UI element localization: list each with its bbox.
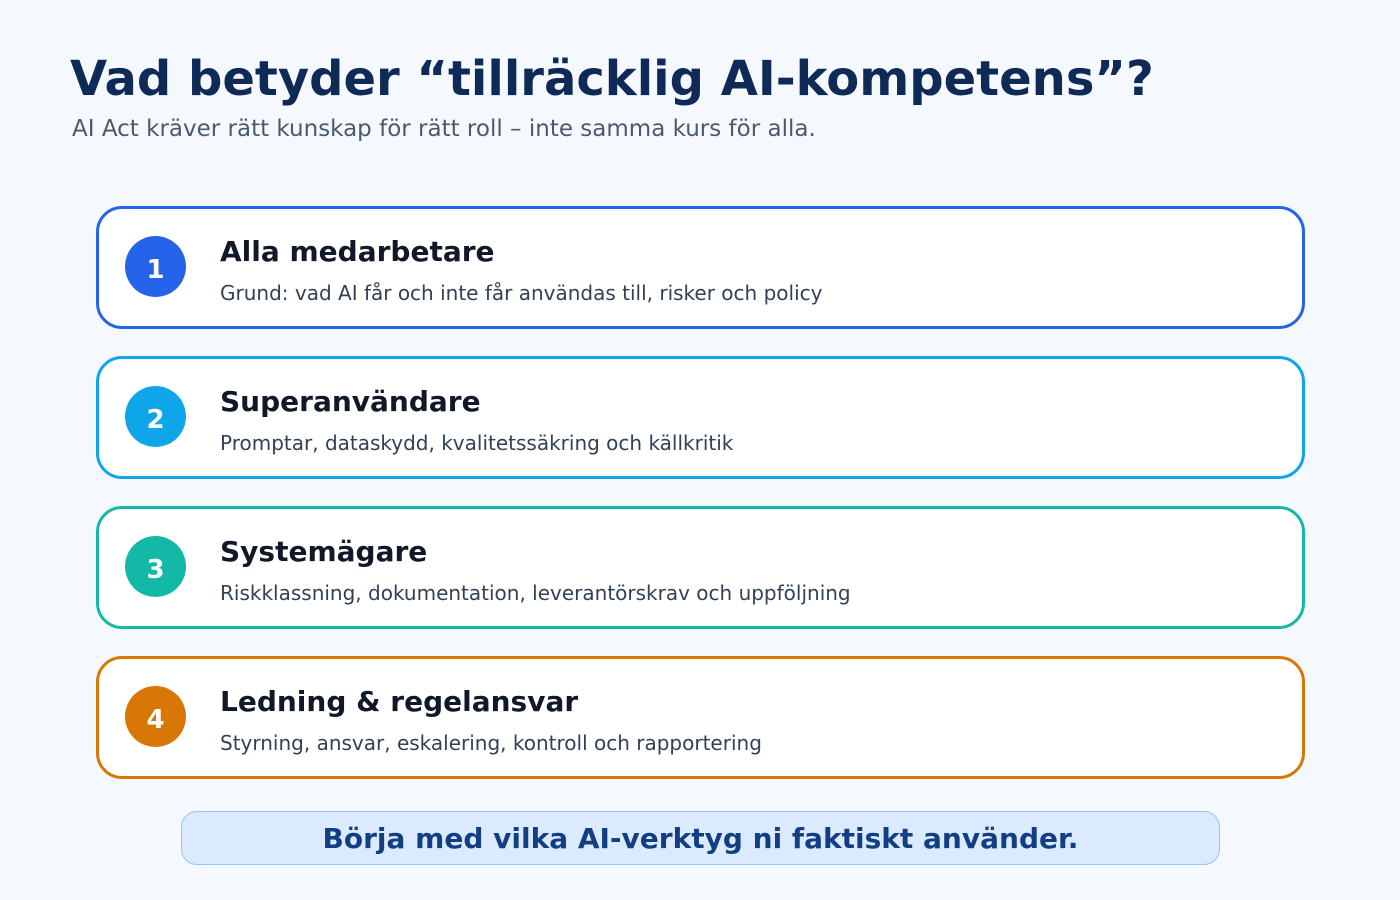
level-description: Styrning, ansvar, eskalering, kontroll och rapportering — [220, 731, 762, 755]
level-description: Riskklassning, dokumentation, leverantörskrav och uppföljning — [220, 581, 851, 605]
level-card-all-employees — [96, 206, 1305, 329]
level-title: Alla medarbetare — [220, 235, 495, 268]
level-badge: 1 — [125, 236, 186, 297]
level-title: Superanvändare — [220, 385, 481, 418]
level-description: Promptar, dataskydd, kvalitetssäkring och källkritik — [220, 431, 734, 455]
level-badge: 2 — [125, 386, 186, 447]
level-title: Systemägare — [220, 535, 428, 568]
level-card-system-owners — [96, 506, 1305, 629]
level-badge: 3 — [125, 536, 186, 597]
level-card-management — [96, 656, 1305, 779]
footer-callout: Börja med vilka AI-verktyg ni faktiskt använder. — [181, 811, 1220, 865]
level-badge: 4 — [125, 686, 186, 747]
level-title: Ledning & regelansvar — [220, 685, 579, 718]
level-card-super-users — [96, 356, 1305, 479]
page-subtitle: AI Act kräver rätt kunskap för rätt roll – inte samma kurs för alla. — [72, 116, 816, 142]
page-title: Vad betyder “tillräcklig AI-kompetens”? — [70, 51, 1154, 107]
level-description: Grund: vad AI får och inte får användas till, risker och policy — [220, 281, 823, 305]
